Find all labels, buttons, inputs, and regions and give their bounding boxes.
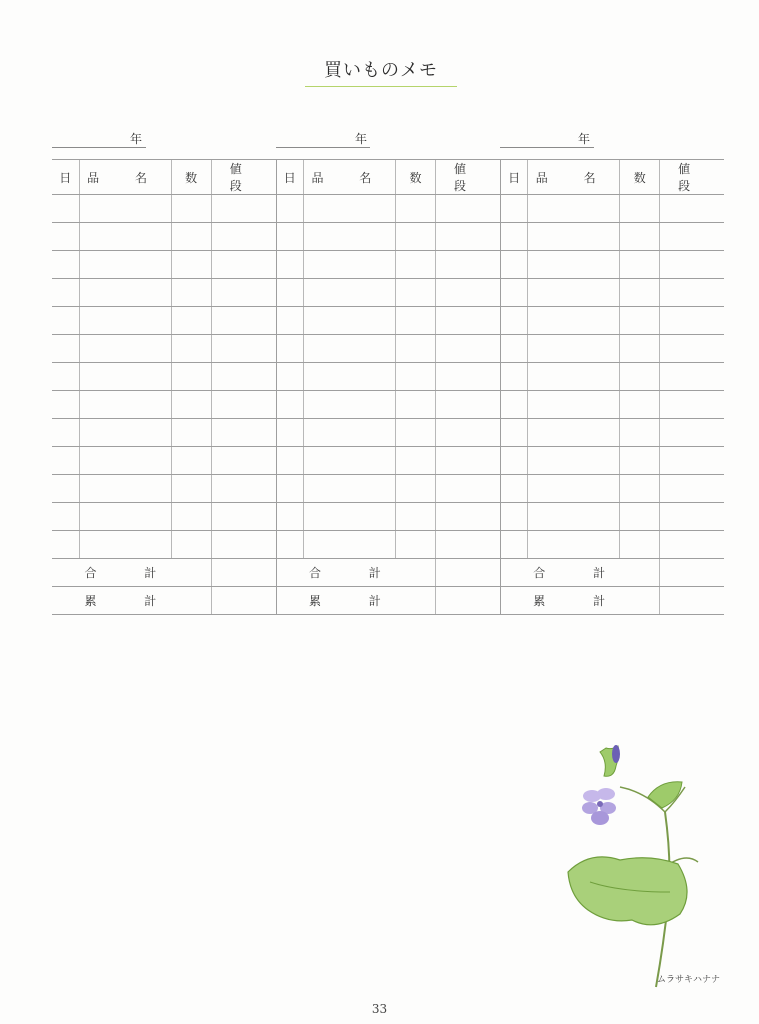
- table-cell: [528, 279, 620, 307]
- header-cell: 数: [395, 160, 435, 195]
- table-cell: [211, 251, 276, 279]
- table-cell: [52, 335, 79, 363]
- table-cell: [171, 475, 211, 503]
- table-cell: [660, 307, 724, 335]
- table-cell: [395, 335, 435, 363]
- table-cell: [501, 447, 528, 475]
- header-cell: 品 名: [528, 160, 620, 195]
- table-cell: [395, 503, 435, 531]
- table-cell: [276, 419, 303, 447]
- table-cell: [395, 195, 435, 223]
- table-row: [52, 475, 724, 503]
- table-cell: [620, 475, 660, 503]
- table-header-row: [52, 160, 724, 195]
- table-cell: [211, 503, 276, 531]
- total-row-value: [211, 559, 276, 587]
- table-cell: [211, 391, 276, 419]
- cumulative-row-value: [436, 587, 501, 615]
- shopping-ledger-table: [52, 159, 724, 615]
- table-cell: [79, 391, 171, 419]
- table-cell: [79, 251, 171, 279]
- total-row-value: [660, 559, 724, 587]
- table-cell: [52, 531, 79, 559]
- table-cell: [436, 475, 501, 503]
- table-cell: [660, 279, 724, 307]
- table-cell: [620, 391, 660, 419]
- table-cell: [528, 251, 620, 279]
- table-cell: [528, 363, 620, 391]
- table-cell: [276, 447, 303, 475]
- table-cell: [528, 475, 620, 503]
- table-cell: [52, 195, 79, 223]
- table-cell: [211, 195, 276, 223]
- table-cell: [303, 447, 395, 475]
- total-row: [52, 559, 724, 587]
- cumulative-row-value: [660, 587, 724, 615]
- table-cell: [79, 223, 171, 251]
- table-cell: [528, 335, 620, 363]
- year-label-1: 年: [130, 132, 143, 146]
- table-cell: [436, 503, 501, 531]
- title-underline: [305, 86, 457, 87]
- table-cell: [620, 419, 660, 447]
- table-row: [52, 195, 724, 223]
- table-cell: [171, 363, 211, 391]
- header-cell: 品 名: [79, 160, 171, 195]
- table-cell: [211, 307, 276, 335]
- table-cell: [501, 391, 528, 419]
- table-cell: [436, 307, 501, 335]
- header-cell: 品 名: [303, 160, 395, 195]
- table-cell: [395, 363, 435, 391]
- table-cell: [501, 251, 528, 279]
- table-row: [52, 503, 724, 531]
- table-cell: [171, 223, 211, 251]
- violet-illustration: [560, 742, 710, 992]
- header-cell: 数: [620, 160, 660, 195]
- table-cell: [660, 391, 724, 419]
- table-row: [52, 419, 724, 447]
- table-cell: [436, 251, 501, 279]
- table-cell: [276, 195, 303, 223]
- table-cell: [660, 335, 724, 363]
- table-cell: [660, 531, 724, 559]
- table-cell: [660, 419, 724, 447]
- year-line-1: [52, 147, 146, 148]
- table-cell: [303, 363, 395, 391]
- table-cell: [436, 419, 501, 447]
- table-cell: [620, 251, 660, 279]
- table-cell: [171, 251, 211, 279]
- table-row: [52, 531, 724, 559]
- table-cell: [211, 475, 276, 503]
- year-label-3: 年: [578, 132, 591, 146]
- table-cell: [52, 391, 79, 419]
- table-cell: [211, 419, 276, 447]
- table-cell: [171, 531, 211, 559]
- page-number: 33: [371, 1002, 388, 1016]
- table-cell: [501, 475, 528, 503]
- total-row-label: 合 計: [276, 559, 435, 587]
- table-cell: [52, 223, 79, 251]
- table-cell: [276, 251, 303, 279]
- table-cell: [620, 195, 660, 223]
- table-cell: [436, 531, 501, 559]
- table-cell: [52, 251, 79, 279]
- table-cell: [501, 335, 528, 363]
- table-row: [52, 307, 724, 335]
- table-cell: [501, 223, 528, 251]
- total-row-value: [436, 559, 501, 587]
- table-cell: [528, 391, 620, 419]
- table-cell: [436, 195, 501, 223]
- table-cell: [171, 391, 211, 419]
- table-cell: [303, 335, 395, 363]
- table-cell: [660, 223, 724, 251]
- table-cell: [276, 335, 303, 363]
- table-cell: [52, 279, 79, 307]
- table-cell: [52, 503, 79, 531]
- table-cell: [171, 279, 211, 307]
- table-cell: [501, 307, 528, 335]
- table-cell: [660, 475, 724, 503]
- table-cell: [395, 279, 435, 307]
- header-cell: 値 段: [660, 160, 724, 195]
- table-cell: [276, 531, 303, 559]
- table-cell: [395, 447, 435, 475]
- table-cell: [171, 419, 211, 447]
- table-cell: [79, 363, 171, 391]
- table-cell: [436, 223, 501, 251]
- table-cell: [660, 447, 724, 475]
- total-row-label: 合 計: [501, 559, 660, 587]
- table-cell: [620, 335, 660, 363]
- table-cell: [276, 503, 303, 531]
- table-cell: [395, 307, 435, 335]
- table-cell: [501, 503, 528, 531]
- total-row-label: 合 計: [52, 559, 211, 587]
- table-row: [52, 447, 724, 475]
- table-cell: [303, 195, 395, 223]
- table-cell: [303, 391, 395, 419]
- header-cell: 日: [276, 160, 303, 195]
- table-cell: [501, 363, 528, 391]
- table-cell: [171, 447, 211, 475]
- table-cell: [436, 391, 501, 419]
- table-cell: [501, 279, 528, 307]
- table-cell: [395, 223, 435, 251]
- table-row: [52, 391, 724, 419]
- table-cell: [79, 279, 171, 307]
- header-cell: 値 段: [436, 160, 501, 195]
- header-cell: 値 段: [211, 160, 276, 195]
- table-cell: [660, 251, 724, 279]
- table-cell: [620, 531, 660, 559]
- year-line-2: [276, 147, 370, 148]
- table-cell: [528, 419, 620, 447]
- table-cell: [79, 447, 171, 475]
- year-line-3: [500, 147, 594, 148]
- table-cell: [303, 251, 395, 279]
- table-cell: [660, 363, 724, 391]
- table-cell: [211, 531, 276, 559]
- table-cell: [52, 475, 79, 503]
- flower-caption: ムラサキハナナ: [657, 975, 721, 985]
- table-cell: [528, 195, 620, 223]
- table-cell: [79, 419, 171, 447]
- table-cell: [528, 447, 620, 475]
- table-cell: [395, 475, 435, 503]
- table-cell: [171, 503, 211, 531]
- table-cell: [79, 475, 171, 503]
- table-cell: [79, 531, 171, 559]
- table-cell: [211, 223, 276, 251]
- header-cell: 日: [52, 160, 79, 195]
- cumulative-row-label: 累 計: [52, 587, 211, 615]
- table-cell: [79, 195, 171, 223]
- header-cell: 日: [501, 160, 528, 195]
- cumulative-row-label: 累 計: [276, 587, 435, 615]
- table-cell: [52, 419, 79, 447]
- table-cell: [395, 531, 435, 559]
- table-cell: [79, 503, 171, 531]
- table-cell: [171, 335, 211, 363]
- table-cell: [52, 307, 79, 335]
- table-cell: [528, 223, 620, 251]
- table-cell: [528, 531, 620, 559]
- table-cell: [436, 447, 501, 475]
- table-cell: [303, 279, 395, 307]
- year-label-2: 年: [355, 132, 368, 146]
- table-row: [52, 251, 724, 279]
- header-cell: 数: [171, 160, 211, 195]
- table-cell: [79, 335, 171, 363]
- cumulative-row-label: 累 計: [501, 587, 660, 615]
- table-cell: [436, 363, 501, 391]
- page-title: 買いものメモ: [324, 60, 438, 81]
- table-cell: [211, 447, 276, 475]
- table-row: [52, 363, 724, 391]
- table-cell: [436, 279, 501, 307]
- table-cell: [620, 223, 660, 251]
- table-cell: [620, 363, 660, 391]
- table-cell: [436, 335, 501, 363]
- table-cell: [276, 363, 303, 391]
- table-cell: [276, 475, 303, 503]
- table-cell: [303, 531, 395, 559]
- table-cell: [501, 419, 528, 447]
- table-cell: [303, 419, 395, 447]
- table-cell: [171, 195, 211, 223]
- table-cell: [79, 307, 171, 335]
- table-cell: [303, 223, 395, 251]
- table-cell: [276, 391, 303, 419]
- table-cell: [660, 195, 724, 223]
- table-cell: [501, 531, 528, 559]
- table-cell: [620, 447, 660, 475]
- table-cell: [501, 195, 528, 223]
- table-cell: [395, 391, 435, 419]
- table-cell: [52, 363, 79, 391]
- table-cell: [528, 503, 620, 531]
- table-cell: [52, 447, 79, 475]
- table-cell: [620, 503, 660, 531]
- table-cell: [276, 223, 303, 251]
- table-cell: [660, 503, 724, 531]
- table-cell: [276, 307, 303, 335]
- table-cell: [303, 475, 395, 503]
- cumulative-row: [52, 587, 724, 615]
- table-cell: [303, 503, 395, 531]
- table-cell: [211, 279, 276, 307]
- cumulative-row-value: [211, 587, 276, 615]
- table-cell: [395, 251, 435, 279]
- table-row: [52, 335, 724, 363]
- table-cell: [395, 419, 435, 447]
- table-cell: [171, 307, 211, 335]
- table-cell: [276, 279, 303, 307]
- table-cell: [211, 363, 276, 391]
- table-row: [52, 279, 724, 307]
- table-row: [52, 223, 724, 251]
- table-cell: [528, 307, 620, 335]
- table-cell: [620, 307, 660, 335]
- table-cell: [211, 335, 276, 363]
- table-cell: [620, 279, 660, 307]
- table-cell: [303, 307, 395, 335]
